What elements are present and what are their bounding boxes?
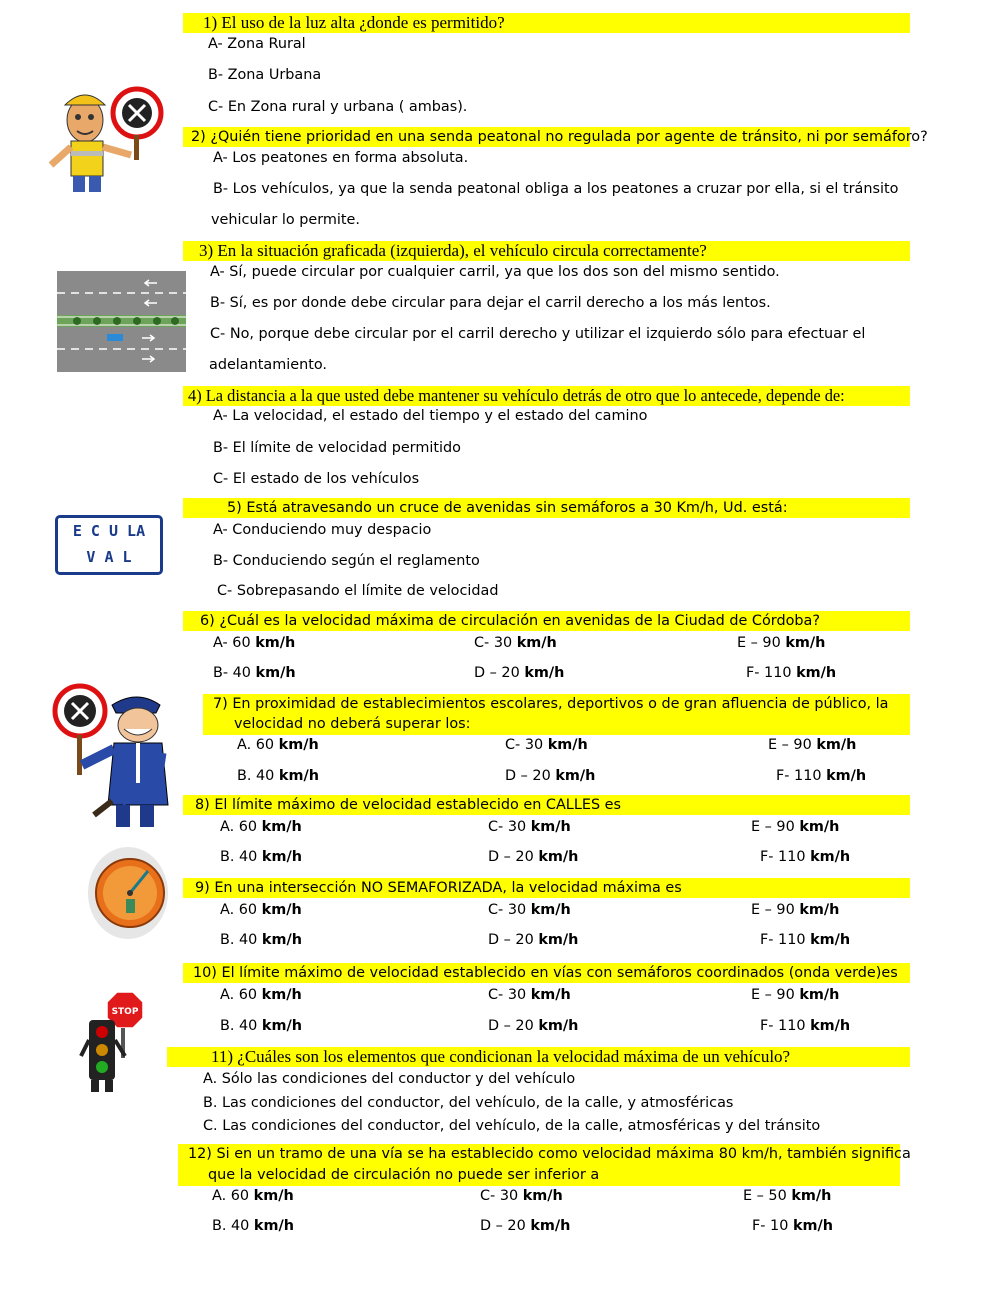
unit-label: km/h (799, 819, 840, 835)
q9-option-b-text: B. 40 (220, 932, 258, 948)
q10-option-f-text: F- 110 (760, 1018, 806, 1034)
unit-label: km/h (530, 987, 571, 1003)
q7-option-f[interactable] (776, 767, 866, 785)
unit-label: km/h (261, 932, 302, 948)
q9-option-f-text: F- 110 (760, 932, 806, 948)
unit-label: km/h (261, 1018, 302, 1034)
q8-option-e[interactable] (751, 818, 839, 836)
unit-label: km/h (530, 819, 571, 835)
q10-option-a-text: A. 60 (220, 987, 258, 1003)
q3-option-c[interactable]: C- No, porque debe circular por el carril derecho y utilizar el izquierdo sólo para efectuar el (210, 326, 866, 342)
q10-question: 10) El límite máximo de velocidad establecido en vías con semáforos coordinados (onda verde)es (183, 963, 910, 983)
unit-label: km/h (791, 1188, 832, 1204)
q12-option-c-text: C- 30 (480, 1188, 519, 1204)
unit-label: km/h (530, 902, 571, 918)
q7-option-b[interactable] (237, 767, 319, 785)
q8-option-d-text: D – 20 (488, 849, 534, 865)
q9-option-c[interactable] (488, 901, 571, 919)
q6-option-d-text: D – 20 (474, 665, 520, 681)
q12-option-e[interactable] (743, 1187, 831, 1205)
q12-question-line1: 12) Si en un tramo de una vía se ha establecido como velocidad máxima 80 km/h, también significa (178, 1144, 900, 1165)
q6-option-a[interactable] (213, 634, 295, 652)
q2-question: 2) ¿Quién tiene prioridad en una senda peatonal no regulada por agente de tránsito, ni por semáforo? (183, 127, 910, 147)
escuela-vial-line1: E C U LA (72, 522, 146, 540)
q12-option-b[interactable] (212, 1217, 294, 1235)
q3-option-c-cont: adelantamiento. (209, 357, 327, 373)
q7-option-a-text: A. 60 (237, 737, 275, 753)
q11-option-b[interactable]: B. Las condiciones del conductor, del vehículo, de la calle, y atmosféricas (203, 1095, 734, 1111)
q6-option-d[interactable] (474, 664, 564, 682)
q12-option-f[interactable] (752, 1217, 833, 1235)
q12-option-a-text: A. 60 (212, 1188, 250, 1204)
q9-option-c-text: C- 30 (488, 902, 527, 918)
q12-option-f-text: F- 10 (752, 1218, 789, 1234)
q8-question: 8) El límite máximo de velocidad establecido en CALLES es (183, 795, 910, 815)
q7-question-line1: 7) En proximidad de establecimientos escolares, deportivos o de gran afluencia de público, la (203, 694, 910, 715)
q8-option-a-text: A. 60 (220, 819, 258, 835)
unit-label: km/h (792, 1218, 834, 1234)
unit-label: km/h (796, 665, 837, 681)
q5-question: 5) Está atravesando un cruce de avenidas sin semáforos a 30 Km/h, Ud. está: (183, 498, 910, 518)
q8-option-f[interactable] (760, 848, 850, 866)
q3-question: 3) En la situación graficada (izquierda), el vehículo circula correctamente? (183, 241, 910, 261)
unit-label: km/h (547, 737, 588, 753)
q11-option-c[interactable]: C. Las condiciones del conductor, del vehículo, de la calle, atmosféricas y del tránsito (203, 1118, 821, 1134)
speedometer-gauge-illustration (86, 845, 170, 941)
unit-label: km/h (538, 1018, 579, 1034)
q12-option-d[interactable] (480, 1217, 570, 1235)
worker-with-sign-illustration (45, 85, 170, 200)
q6-option-c-text: C- 30 (474, 635, 513, 651)
q7-option-f-text: F- 110 (776, 768, 822, 784)
unit-label: km/h (555, 768, 596, 784)
escuela-vial-line2: V A L (86, 548, 132, 566)
q12-option-b-text: B. 40 (212, 1218, 250, 1234)
q9-option-a-text: A. 60 (220, 902, 258, 918)
q12-option-d-text: D – 20 (480, 1218, 526, 1234)
q6-option-c[interactable] (474, 634, 557, 652)
q6-option-e-text: E – 90 (737, 635, 781, 651)
q2-option-a[interactable]: A- Los peatones en forma absoluta. (213, 150, 469, 166)
q10-option-d-text: D – 20 (488, 1018, 534, 1034)
stop-sign-text: STOP (111, 1007, 139, 1017)
q7-option-a[interactable] (237, 736, 319, 754)
unit-label: km/h (810, 932, 851, 948)
unit-label: km/h (253, 1218, 294, 1234)
q8-option-b[interactable] (220, 848, 302, 866)
road-lanes-diagram (57, 271, 186, 372)
unit-label: km/h (785, 635, 826, 651)
q8-option-c-text: C- 30 (488, 819, 527, 835)
q2-option-b[interactable]: B- Los vehículos, ya que la senda peatonal obliga a los peatones a cruzar por ella, si el tránsito (213, 181, 899, 197)
q7-option-c[interactable] (505, 736, 588, 754)
unit-label: km/h (538, 932, 579, 948)
q10-option-e[interactable] (751, 986, 839, 1004)
unit-label: km/h (278, 768, 319, 784)
q1-option-a[interactable]: A- Zona Rural (208, 36, 306, 52)
q12-option-e-text: E – 50 (743, 1188, 787, 1204)
q6-option-b-text: B- 40 (213, 665, 251, 681)
q10-option-d[interactable] (488, 1017, 578, 1035)
q12-option-c[interactable] (480, 1187, 563, 1205)
q9-option-e[interactable] (751, 901, 839, 919)
q4-option-b[interactable]: B- El límite de velocidad permitido (213, 440, 461, 456)
unit-label: km/h (261, 902, 302, 918)
q9-option-b[interactable] (220, 931, 302, 949)
escuela-vial-sign (55, 515, 163, 575)
q4-question: 4) La distancia a la que usted debe mantener su vehículo detrás de otro que lo antecede, depende de: (183, 386, 910, 406)
q3-option-a[interactable]: A- Sí, puede circular por cualquier carril, ya que los dos son del mismo sentido. (210, 264, 780, 280)
unit-label: km/h (810, 849, 851, 865)
q3-option-b[interactable]: B- Sí, es por donde debe circular para dejar el carril derecho a los más lentos. (210, 295, 771, 311)
unit-label: km/h (516, 635, 557, 651)
q5-option-a[interactable]: A- Conduciendo muy despacio (213, 522, 432, 538)
unit-label: km/h (816, 737, 857, 753)
q9-option-d[interactable] (488, 931, 578, 949)
unit-label: km/h (530, 1218, 571, 1234)
q9-question: 9) En una intersección NO SEMAFORIZADA, la velocidad máxima es (183, 878, 910, 898)
q5-option-b[interactable]: B- Conduciendo según el reglamento (213, 553, 480, 569)
unit-label: km/h (810, 1018, 851, 1034)
unit-label: km/h (799, 902, 840, 918)
q6-option-a-text: A- 60 (213, 635, 251, 651)
unit-label: km/h (253, 1188, 294, 1204)
q4-option-c[interactable]: C- El estado de los vehículos (213, 471, 420, 487)
unit-label: km/h (255, 635, 296, 651)
unit-label: km/h (261, 849, 302, 865)
q9-option-a[interactable] (220, 901, 302, 919)
q4-option-a[interactable]: A- La velocidad, el estado del tiempo y el estado del camino (213, 408, 648, 424)
unit-label: km/h (261, 987, 302, 1003)
q10-option-f[interactable] (760, 1017, 850, 1035)
q1-question: 1) El uso de la luz alta ¿donde es permitido? (183, 13, 910, 33)
q11-option-a[interactable]: A. Sólo las condiciones del conductor y del vehículo (203, 1071, 576, 1087)
q10-option-c-text: C- 30 (488, 987, 527, 1003)
q7-question-line2: velocidad no deberá superar los: (203, 714, 910, 735)
q7-option-d[interactable] (505, 767, 595, 785)
traffic-light-stop-illustration (77, 990, 147, 1094)
unit-label: km/h (524, 665, 565, 681)
q8-option-a[interactable] (220, 818, 302, 836)
unit-label: km/h (261, 819, 302, 835)
unit-label: km/h (522, 1188, 563, 1204)
q9-option-e-text: E – 90 (751, 902, 795, 918)
unit-label: km/h (826, 768, 867, 784)
q10-option-b[interactable] (220, 1017, 302, 1035)
q9-option-d-text: D – 20 (488, 932, 534, 948)
unit-label: km/h (255, 665, 296, 681)
unit-label: km/h (278, 737, 319, 753)
q7-option-d-text: D – 20 (505, 768, 551, 784)
q8-option-b-text: B. 40 (220, 849, 258, 865)
q6-question: 6) ¿Cuál es la velocidad máxima de circulación en avenidas de la Ciudad de Córdoba? (183, 611, 910, 631)
q6-option-f-text: F- 110 (746, 665, 792, 681)
q8-option-f-text: F- 110 (760, 849, 806, 865)
q6-option-f[interactable] (746, 664, 836, 682)
traffic-officer-illustration (52, 683, 178, 833)
q10-option-a[interactable] (220, 986, 302, 1004)
q8-option-d[interactable] (488, 848, 578, 866)
q6-option-e[interactable] (737, 634, 825, 652)
q2-option-b-cont: vehicular lo permite. (211, 212, 360, 228)
q12-option-a[interactable] (212, 1187, 294, 1205)
q10-option-e-text: E – 90 (751, 987, 795, 1003)
q1-option-b[interactable]: B- Zona Urbana (208, 67, 322, 83)
q8-option-c[interactable] (488, 818, 571, 836)
q7-option-e[interactable] (768, 736, 856, 754)
unit-label: km/h (538, 849, 579, 865)
q7-option-e-text: E – 90 (768, 737, 812, 753)
q9-option-f[interactable] (760, 931, 850, 949)
q10-option-c[interactable] (488, 986, 571, 1004)
q5-option-c[interactable]: C- Sobrepasando el límite de velocidad (217, 583, 499, 599)
q8-option-e-text: E – 90 (751, 819, 795, 835)
q10-option-b-text: B. 40 (220, 1018, 258, 1034)
q1-option-c[interactable]: C- En Zona rural y urbana ( ambas). (208, 99, 468, 115)
unit-label: km/h (799, 987, 840, 1003)
q12-question-line2: que la velocidad de circulación no puede ser inferior a (178, 1165, 900, 1186)
q7-option-b-text: B. 40 (237, 768, 275, 784)
q11-question: 11) ¿Cuáles son los elementos que condicionan la velocidad máxima de un vehículo? (167, 1047, 910, 1067)
q7-option-c-text: C- 30 (505, 737, 544, 753)
q6-option-b[interactable] (213, 664, 296, 682)
